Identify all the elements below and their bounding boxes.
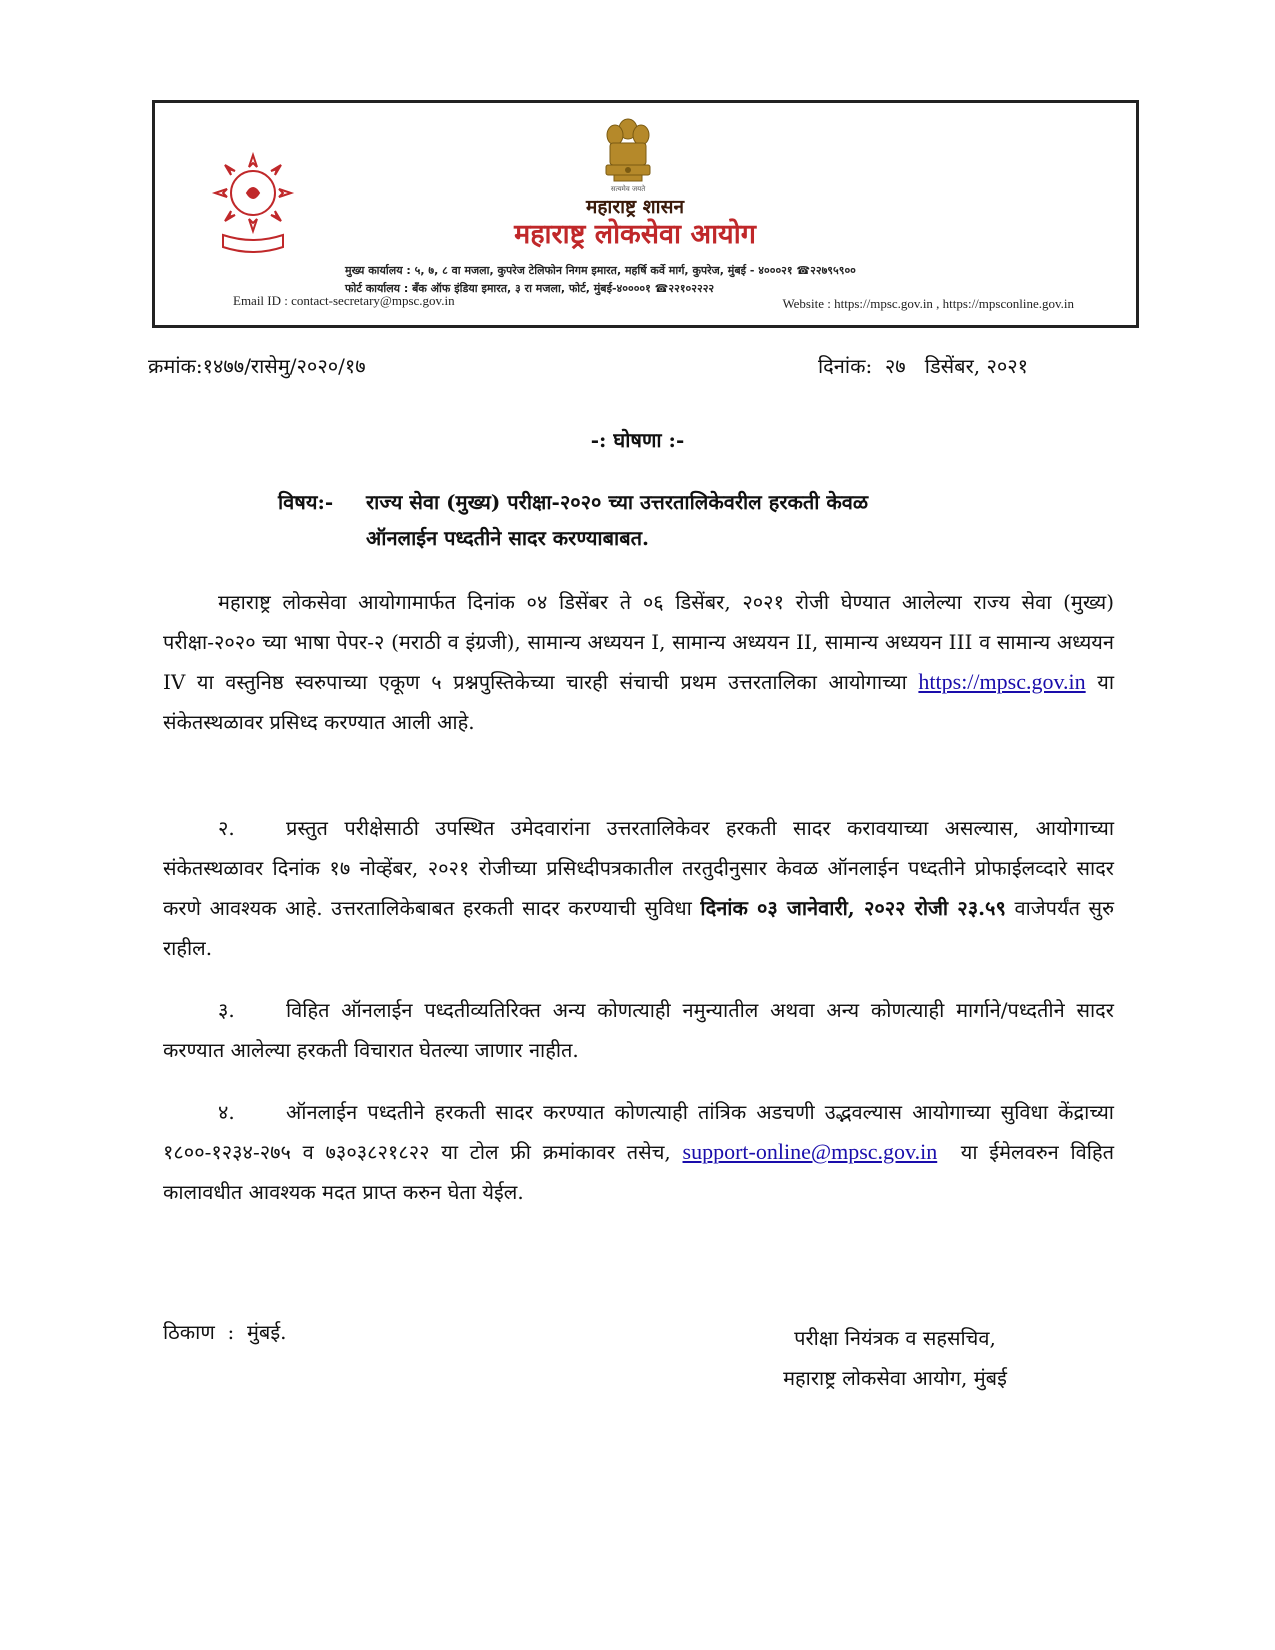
announcement-heading: -: घोषणा :-	[590, 428, 685, 452]
government-name: महाराष्ट्र शासन	[585, 196, 684, 218]
signatory-title: परीक्षा नियंत्रक व सहसचिव,	[794, 1326, 996, 1350]
paragraph-2-number: २.	[218, 816, 235, 840]
paragraph-4	[163, 1092, 1114, 1212]
mpsc-website-link[interactable]: https://mpsc.gov.in	[918, 669, 1086, 694]
subject	[278, 484, 1118, 556]
notice-date: दिनांक: २७ डिसेंबर, २०२१	[818, 354, 1029, 378]
paragraph-4-text-a: ऑनलाईन पध्दतीने हरकती सादर करण्यात कोणत्याही तांत्रिक अडचणी उद्भवल्यास आयोगाच्या सुविधा केंद्राच्या १८००-१२३४-२७५ व ७३०३८२१८२२ या टोल फ्री क्रमांकावर तसेच,	[163, 1100, 1114, 1164]
contact-email: Email ID : contact-secretary@mpsc.gov.in	[233, 293, 455, 308]
paragraph-2	[163, 808, 1114, 968]
reference-number: क्रमांक:१४७७/रासेमु/२०२०/१७	[148, 354, 366, 378]
letterhead	[152, 100, 1139, 328]
head-office-address: मुख्य कार्यालय : ५, ७, ८ वा मजला, कुपरेज टेलिफोन निगम इमारत, महर्षि कर्वे मार्ग, कुपरेज, मुंबई - ४०००२१ ☎२२७९५९००	[345, 264, 856, 277]
emblem-motto: सत्यमेव जयते	[610, 185, 646, 193]
website-links: Website : https://mpsc.gov.in , https://mpsconline.gov.in	[782, 296, 1074, 311]
paragraph-2-text-a: प्रस्तुत परीक्षेसाठी उपस्थित उमेदवारांना उत्तरतालिकेवर हरकती सादर करावयाच्या असल्यास, आयोगाच्या संकेतस्थळावर दिनांक १७ नोव्हेंबर, २०२१ रोजीच्या प्रसिध्दीपत्रकातील तरतुदीनुसार केवळ ऑनलाईन पध्दतीने प्रोफाईलव्दारे सादर करणे आवश्यक आहे. उत्तरतालिकेबाबत हरकती सादर करण्याची सुविधा	[163, 816, 1114, 920]
subject-line-2: ऑनलाईन पध्दतीने सादर करण्याबाबत.	[366, 526, 649, 550]
commission-name: महाराष्ट्र लोकसेवा आयोग	[514, 219, 756, 250]
paragraph-1	[163, 582, 1114, 742]
paragraph-3	[163, 990, 1114, 1070]
deadline-text: दिनांक ०३ जानेवारी, २०२२ रोजी २३.५९	[700, 896, 1006, 920]
mpsc-logo-icon	[203, 143, 303, 258]
signatory-block	[720, 1318, 1070, 1398]
subject-label: विषय:-	[278, 490, 334, 514]
national-emblem-icon	[600, 113, 656, 193]
subject-line-1: राज्य सेवा (मुख्य) परीक्षा-२०२० च्या उत्तरतालिकेवरील हरकती केवळ	[366, 490, 869, 514]
paragraph-4-number: ४.	[218, 1100, 235, 1124]
support-email-link[interactable]: support-online@mpsc.gov.in	[682, 1139, 938, 1164]
paragraph-1-text-b: या संकेतस्थळावर प्रसिध्द करण्यात आली आहे.	[163, 670, 1115, 734]
paragraph-2-text-b: वाजेपर्यंत सुरु राहील.	[163, 896, 1115, 960]
paragraph-3-number: ३.	[218, 998, 235, 1022]
paragraph-3-text: विहित ऑनलाईन पध्दतीव्यतिरिक्त अन्य कोणत्याही नमुन्यातील अथवा अन्य कोणत्याही मार्गाने/पध्दतीने सादर करण्यात आलेल्या हरकती विचारात घेतल्या जाणार नाहीत.	[163, 998, 1114, 1062]
fort-office-address: फोर्ट कार्यालय : बँक ऑफ इंडिया इमारत, ३ रा मजला, फोर्ट, मुंबई-४००००१ ☎२२१०२२२२	[345, 282, 715, 295]
paragraph-1-text-a: महाराष्ट्र लोकसेवा आयोगामार्फत दिनांक ०४ डिसेंबर ते ०६ डिसेंबर, २०२१ रोजी घेण्यात आलेल्या राज्य सेवा (मुख्य) परीक्षा-२०२० च्या भाषा पेपर-२ (मराठी व इंग्रजी), सामान्य अध्ययन I, सामान्य अध्ययन II, सामान्य अध्ययन III व सामान्य अध्ययन IV या वस्तुनिष्ठ स्वरुपाच्या एकूण ५ प्रश्नपुस्तिकेच्या चारही संचाची प्रथम उत्तरतालिका आयोगाच्या	[163, 590, 1114, 694]
place: ठिकाण : मुंबई.	[163, 1320, 287, 1344]
paragraph-4-text-b: या ईमेलवरुन विहित कालावधीत आवश्यक मदत प्राप्त करुन घेता येईल.	[163, 1140, 1115, 1204]
signatory-organization: महाराष्ट्र लोकसेवा आयोग, मुंबई	[783, 1366, 1007, 1390]
